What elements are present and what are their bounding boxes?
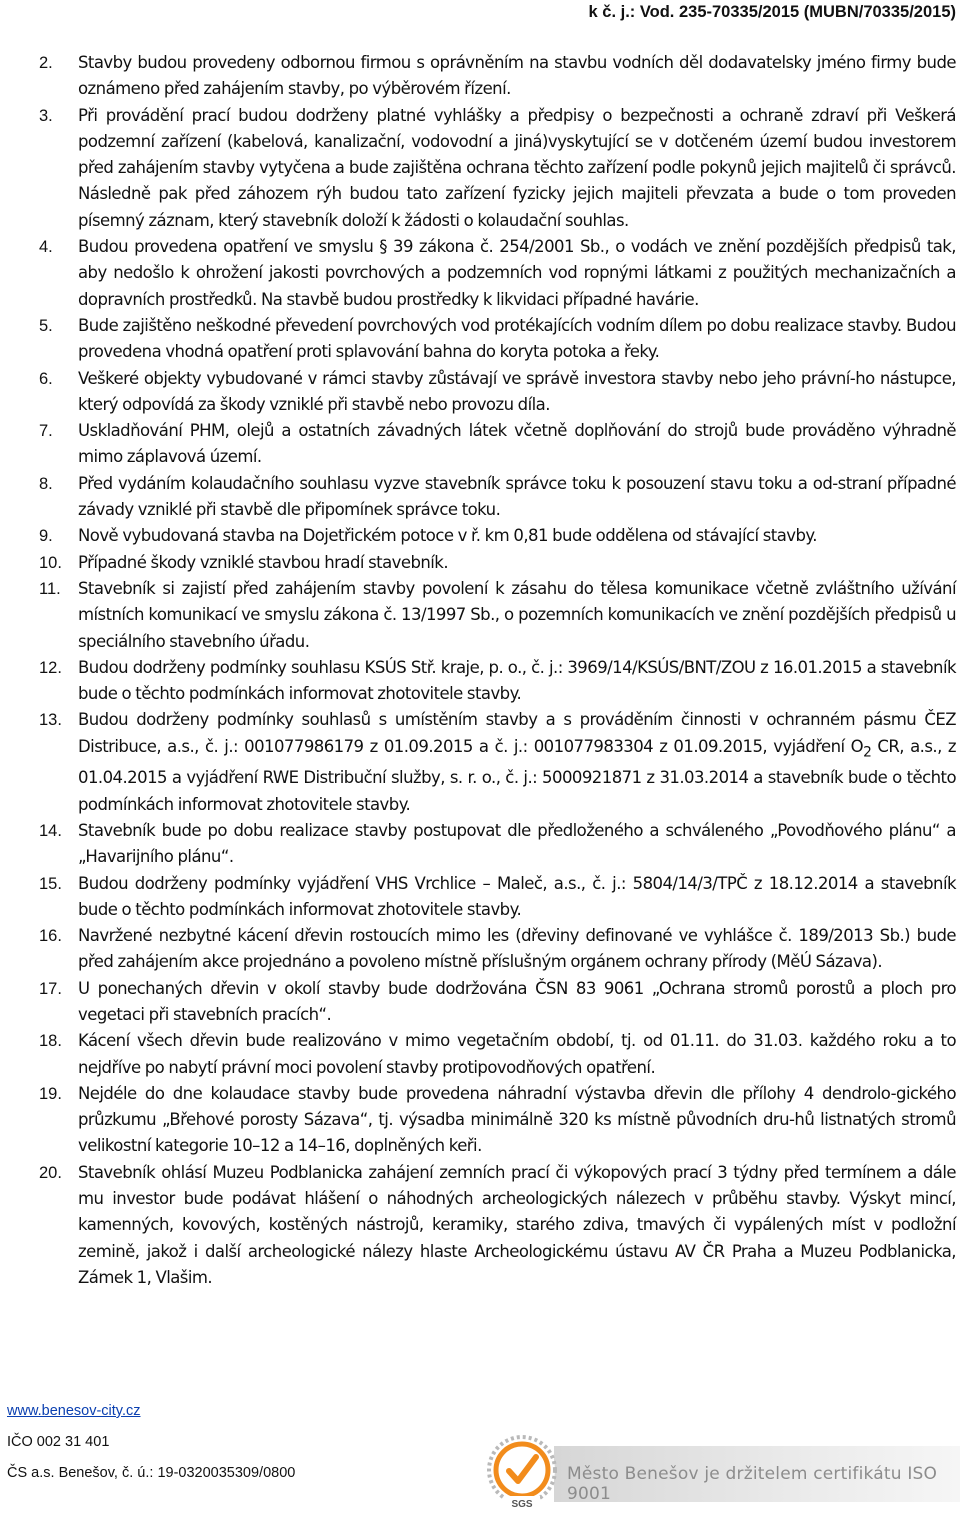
item-number: 18. [39, 1032, 62, 1051]
item-number: 8. [39, 474, 53, 493]
certificate-text: Město Benešov je držitelem certifikátu ISO 9001 [567, 1464, 938, 1504]
list-item [0, 103, 960, 234]
item-number: 9. [39, 527, 53, 546]
list-item [0, 871, 960, 924]
list-item [0, 1081, 960, 1160]
item-text: Navržené nezbytné kácení dřevin rostoucích mimo les (dřeviny definované ve vyhlášce č. 189/2013 Sb.) bude před zahájením akce projednáno a povoleno místně příslušným orgánem ochrany přírody (MěÚ Sázava). [78, 926, 956, 972]
item-text: Při provádění prací budou dodrženy platné vyhlášky a předpisy o bezpečnosti a ochraně zdraví při Veškerá podzemní zařízení (kabelová, kanalizační, vodovodní a jiná)vyskytující se v dotčeném území budou investorem před zahájením stavby vytyčena a bude zajištěna ochrana těchto zařízení podle pokynů jejich majitelů či správců. Následně pak před záhozem rýh budou tato zařízení fyzicky jejich majiteli převzata a bude o tom proveden písemný záznam, který stavebník doloží k žádosti o kolaudační souhlas. [78, 105, 956, 230]
item-number: 3. [39, 106, 53, 125]
item-text: Případné škody vzniklé stavbou hradí stavebník. [78, 552, 449, 572]
item-text: Stavebník si zajistí před zahájením stavby povolení k zásahu do tělesa komunikace včetně zvláštního užívání místních komunikací ve smyslu zákona č. 13/1997 Sb., o pozemních komunikacích ve znění pozdějších předpisů u speciálního stavebního úřadu. [78, 578, 956, 651]
item-text: Budou dodrženy podmínky vyjádření VHS Vrchlice – Maleč, a.s., č. j.: 5804/14/3/TPČ z 18.12.2014 a stavebník bude o těchto podmínkách informovat zhotovitele stavby. [78, 873, 956, 919]
item-text: U ponechaných dřevin v okolí stavby bude dodržována ČSN 83 9061 „Ochrana stromů porostů a ploch pro vegetaci při stavebních pracích“. [78, 978, 956, 1024]
item-text: Stavebník ohlásí Muzeu Podblanicka zahájení zemních prací či výkopových prací 3 týdny před termínem a dále mu investor bude podávat hlášení o náhodných archeologických nálezech v průběhu stavby. Výskyt mincí, kamenných, kovových, kostěných nástrojů, keramiky, starého zdiva, tmavých či vypálených míst v podložní zemině, jakož i další archeologické nálezy hlaste Archeologickému ústavu AV ČR Praha a Muzeu Podblanicka, Zámek 1, Vlašim. [78, 1162, 956, 1287]
item-text: Uskladňování PHM, olejů a ostatních závadných látek včetně doplňování do strojů bude prováděno výhradně mimo záplavová území. [78, 421, 956, 467]
item-number: 10. [39, 553, 62, 572]
list-item [0, 471, 960, 524]
list-item [0, 418, 960, 471]
item-text: Nově vybudovaná stavba na Dojetřickém potoce v ř. km 0,81 bude oddělena od stávající stavby. [78, 526, 817, 546]
list-item [0, 1160, 960, 1291]
item-text: Budou dodrženy podmínky souhlasu KSÚS Stř. kraje, p. o., č. j.: 3969/14/KSÚS/BNT/ZOU z 16.01.2015 a stavebník bude o těchto podmínkách informovat zhotovitele stavby. [78, 657, 956, 704]
item-text: Kácení všech dřevin bude realizováno v mimo vegetačním období, tj. od 01.11. do 31.03. každého roku a to nejdříve po nabytí právní moci povolení stavby protipovodňových opatření. [78, 1031, 956, 1077]
conditions-list [0, 50, 960, 1291]
list-item [0, 655, 960, 708]
list-item [0, 234, 960, 313]
bank-account: ČS a.s. Benešov, č. ú.: 19-0320035309/0800 [7, 1465, 296, 1481]
item-number: 6. [39, 369, 53, 388]
list-item [0, 50, 960, 103]
item-text: Bude zajištěno neškodné převedení povrchových vod protékajících vodním dílem po dobu realizace stavby. Budou provedena vhodná opatření proti splavování bahna do koryta potoka a řeky. [78, 315, 956, 362]
list-item [0, 707, 960, 817]
subscript-two: 2 [863, 744, 872, 761]
item-number: 11. [39, 579, 61, 598]
list-item [0, 576, 960, 655]
list-item [0, 550, 960, 576]
item-number: 14. [39, 821, 62, 840]
item-text: Stavebník bude po dobu realizace stavby postupovat dle předloženého a schváleného „Povodňového plánu“ a „Havarijního plánu“. [78, 820, 956, 867]
list-item [0, 923, 960, 976]
item-number: 2. [39, 54, 53, 72]
document-reference: k č. j.: Vod. 235-70335/2015 (MUBN/70335/2015) [588, 3, 956, 21]
item-text: Před vydáním kolaudačního souhlasu vyzve stavebník správce toku k posouzení stavu toku a od-straní případné závady vzniklé při stavbě dle připomínek správce toku. [78, 473, 956, 520]
item-text: Budou provedena opatření ve smyslu § 39 zákona č. 254/2001 Sb., o vodách ve znění pozdějších předpisů tak, aby nedošlo k ohrožení jakosti povrchových a podzemních vod ropnými látkami z použitých mechanizačních a dopravních prostředků. Na stavbě budou prostředky k likvidaci případné havárie. [78, 237, 956, 309]
list-item [0, 366, 960, 419]
sgs-label: SGS [511, 1499, 533, 1510]
item-number: 17. [39, 979, 62, 998]
item-number: 13. [39, 711, 62, 730]
item-number: 16. [39, 927, 62, 946]
list-item [0, 1028, 960, 1081]
item-text [78, 707, 956, 817]
website-link[interactable]: www.benesov-city.cz [7, 1403, 141, 1419]
item-number: 20. [39, 1163, 62, 1182]
item-text: Nejdéle do dne kolaudace stavby bude provedena náhradní výstavba dřevin dle přílohy 4 dendrolo-gického průzkumu „Břehové porosty Sázava“, tj. výsadba minimálně 320 ks místně původních dru-hů listnatých stromů velikostní kategorie 10–12 a 14–16, doplněných keři. [78, 1083, 956, 1156]
list-item [0, 976, 960, 1029]
item-number: 12. [39, 658, 62, 677]
item-number: 5. [39, 316, 53, 335]
item-text-part: Budou dodrženy podmínky souhlasů s umístěním stavby a s prováděním činnosti v ochranném pásmu ČEZ Distribuce, a.s., č. j.: 001077986179 z 01.09.2015 a č. j.: 001077983304 z 01.09.2015, vyjádření O [78, 710, 956, 756]
list-item [0, 818, 960, 871]
item-text-part: CR, a.s., z 01.04.2015 a vyjádření RWE Distribuční služby, s. r. o., č. j.: 5000921871 z 31.03.2014 a stavebník bude o těchto podmínkách informovat zhotovitele stavby. [78, 736, 957, 814]
item-number: 4. [39, 238, 53, 257]
item-number: 15. [39, 874, 62, 893]
list-item [0, 313, 960, 366]
item-text: Stavby budou provedeny odbornou firmou s oprávněním na stavbu vodních děl dodavatelsky jméno firmy bude oznámeno před zahájením stavby, po výběrovém řízení. [78, 53, 956, 99]
item-number: 19. [39, 1084, 62, 1103]
item-text: Veškeré objekty vybudované v rámci stavby zůstávají ve správě investora stavby nebo jeho právní-ho nástupce, který odpovídá za škody vzniklé při stavbě nebo provozu díla. [78, 368, 956, 414]
list-item [0, 523, 960, 549]
sgs-seal-icon [489, 1437, 555, 1510]
item-number: 7. [39, 422, 53, 441]
company-id: IČO 002 31 401 [7, 1434, 110, 1450]
